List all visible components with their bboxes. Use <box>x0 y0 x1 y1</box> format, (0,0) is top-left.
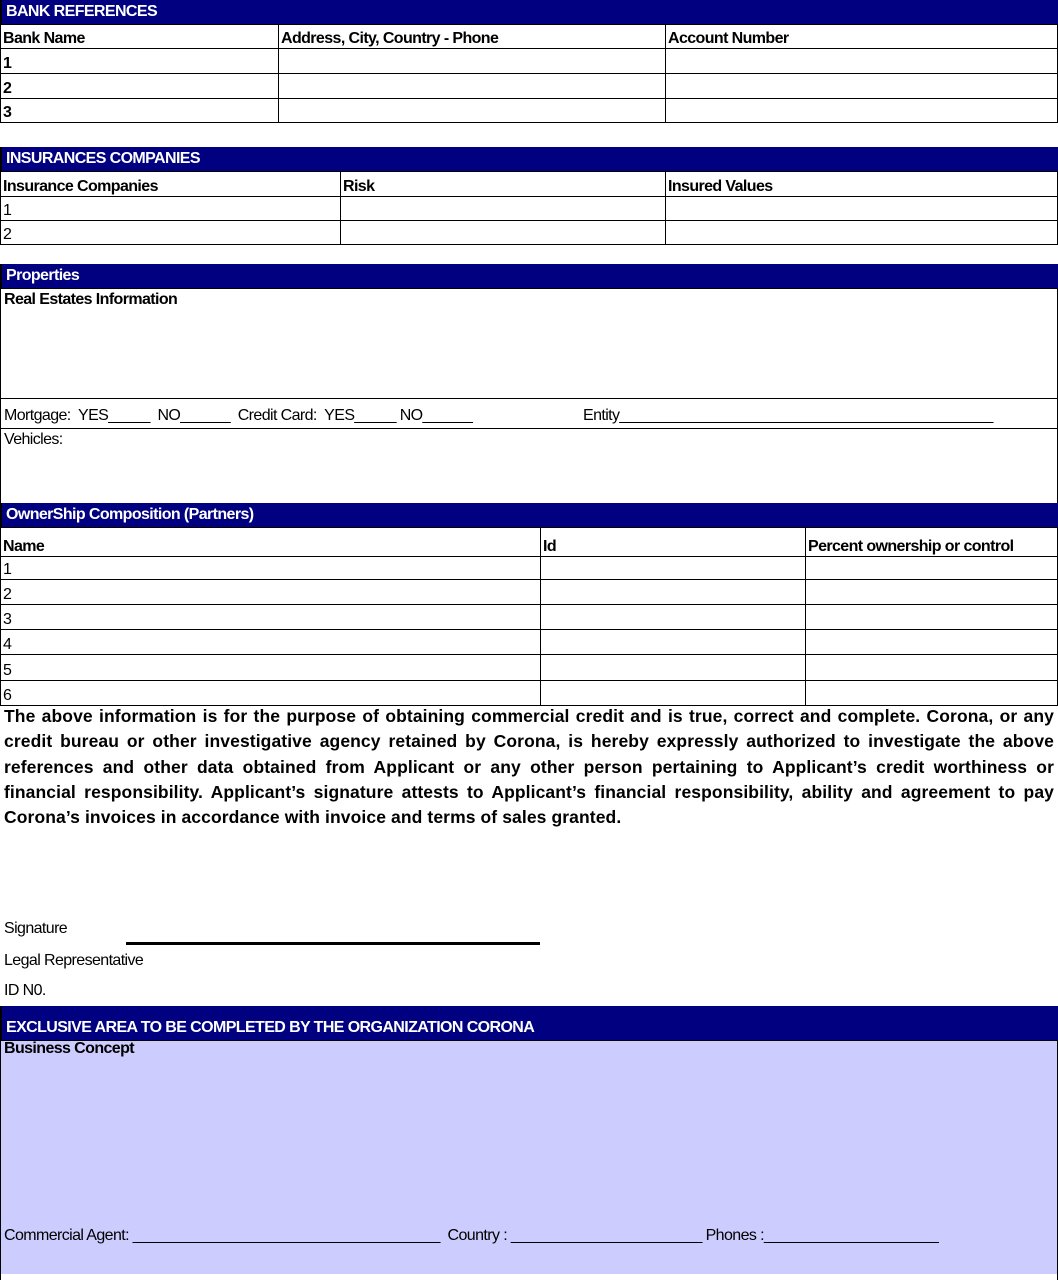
mortgage-credit-line: Mortgage: YES_____ NO______ Credit Card: YES_____ NO______ <box>4 407 473 424</box>
column-header: Insurance Companies <box>1 172 341 197</box>
table-cell[interactable]: 2 <box>1 580 541 605</box>
table-cell[interactable] <box>666 49 1058 74</box>
column-header: Id <box>541 528 806 557</box>
table-cell[interactable]: 1 <box>1 557 541 580</box>
table-row <box>1 49 1058 74</box>
table-cell[interactable]: 6 <box>1 681 541 706</box>
table-cell[interactable] <box>541 630 806 655</box>
business-concept-label: Business Concept <box>4 1040 134 1057</box>
table-cell[interactable] <box>666 197 1058 221</box>
bank-references-section <box>0 0 1058 123</box>
commercial-agent-line: Commercial Agent: _____________________________________ Country : _______________________ Phones :_____________________ <box>4 1227 939 1244</box>
table-cell[interactable] <box>279 99 666 123</box>
vehicles-label: Vehicles: <box>4 431 63 448</box>
column-header: Name <box>1 528 541 557</box>
table-cell[interactable]: 3 <box>1 605 541 630</box>
table-cell[interactable] <box>666 221 1058 245</box>
column-header: Insured Values <box>666 172 1058 197</box>
table-row <box>1 197 1058 221</box>
table-cell[interactable]: 3 <box>1 99 279 123</box>
table-row <box>1 655 1058 681</box>
table-row <box>1 99 1058 123</box>
signature-label: Signature <box>4 920 68 937</box>
ownership-table <box>0 527 1058 706</box>
table-cell[interactable] <box>279 74 666 99</box>
table-row <box>1 580 1058 605</box>
section-header: EXCLUSIVE AREA TO BE COMPLETED BY THE ORGANIZATION CORONA <box>0 1006 1058 1041</box>
section-header: BANK REFERENCES <box>0 0 1058 24</box>
table-cell[interactable]: 2 <box>1 221 341 245</box>
real-estate-label: Real Estates Information <box>4 291 178 308</box>
table-cell[interactable] <box>541 557 806 580</box>
table-cell[interactable] <box>541 580 806 605</box>
table-cell[interactable] <box>541 605 806 630</box>
table-row <box>1 557 1058 580</box>
insurance-table <box>0 171 1058 245</box>
exclusive-section <box>0 1006 1058 1274</box>
column-header: Bank Name <box>1 25 279 49</box>
properties-section <box>0 264 1058 288</box>
id-number-label: ID N0. <box>4 982 46 999</box>
table-cell[interactable] <box>806 605 1058 630</box>
table-cell[interactable] <box>341 221 666 245</box>
section-header: Properties <box>0 264 1058 288</box>
table-row <box>1 630 1058 655</box>
table-cell[interactable] <box>279 49 666 74</box>
table-row <box>1 74 1058 99</box>
table-cell[interactable] <box>541 681 806 706</box>
table-cell[interactable] <box>806 557 1058 580</box>
vehicles-field[interactable] <box>0 428 1058 504</box>
table-cell[interactable] <box>666 74 1058 99</box>
table-cell[interactable] <box>806 580 1058 605</box>
table-cell[interactable]: 4 <box>1 630 541 655</box>
authorization-statement: The above information is for the purpose of obtaining commercial credit and is true, correct and complete. Corona, or any credit bureau or other investigative agency retained by Corona, is hereby expressly authorized to investigate the above references and other data obtained from Applicant or any other person pertaining to Applicant’s credit worthiness or financial responsibility. Applicant’s signature attests to Applicant’s financial responsibility, ability and agreement to pay Corona’s invoices in accordance with invoice and terms of sales granted. <box>4 706 1054 828</box>
table-cell[interactable]: 2 <box>1 74 279 99</box>
table-cell[interactable] <box>806 630 1058 655</box>
bank-table <box>0 24 1058 123</box>
table-cell[interactable] <box>806 655 1058 681</box>
table-cell[interactable] <box>806 681 1058 706</box>
column-header: Risk <box>341 172 666 197</box>
table-cell[interactable] <box>541 655 806 681</box>
section-header: OwnerShip Composition (Partners) <box>0 503 1058 527</box>
table-cell[interactable] <box>666 99 1058 123</box>
ownership-section <box>0 503 1058 706</box>
table-cell[interactable]: 1 <box>1 49 279 74</box>
table-row <box>1 605 1058 630</box>
table-cell[interactable]: 5 <box>1 655 541 681</box>
table-row <box>1 681 1058 706</box>
table-cell[interactable]: 1 <box>1 197 341 221</box>
insurance-section <box>0 147 1058 245</box>
table-cell[interactable] <box>341 197 666 221</box>
entity-field: Entity_____________________________________________ <box>583 407 993 424</box>
mortgage-row[interactable] <box>0 398 1058 429</box>
table-row <box>1 221 1058 245</box>
legal-representative-label: Legal Representative <box>4 952 144 969</box>
column-header: Address, City, Country - Phone <box>279 25 666 49</box>
signature-line[interactable] <box>126 942 540 945</box>
column-header: Account Number <box>666 25 1058 49</box>
section-header: INSURANCES COMPANIES <box>0 147 1058 171</box>
real-estate-field[interactable] <box>0 288 1058 399</box>
business-concept-field[interactable] <box>0 1040 1058 1280</box>
column-header: Percent ownership or control <box>806 528 1058 557</box>
